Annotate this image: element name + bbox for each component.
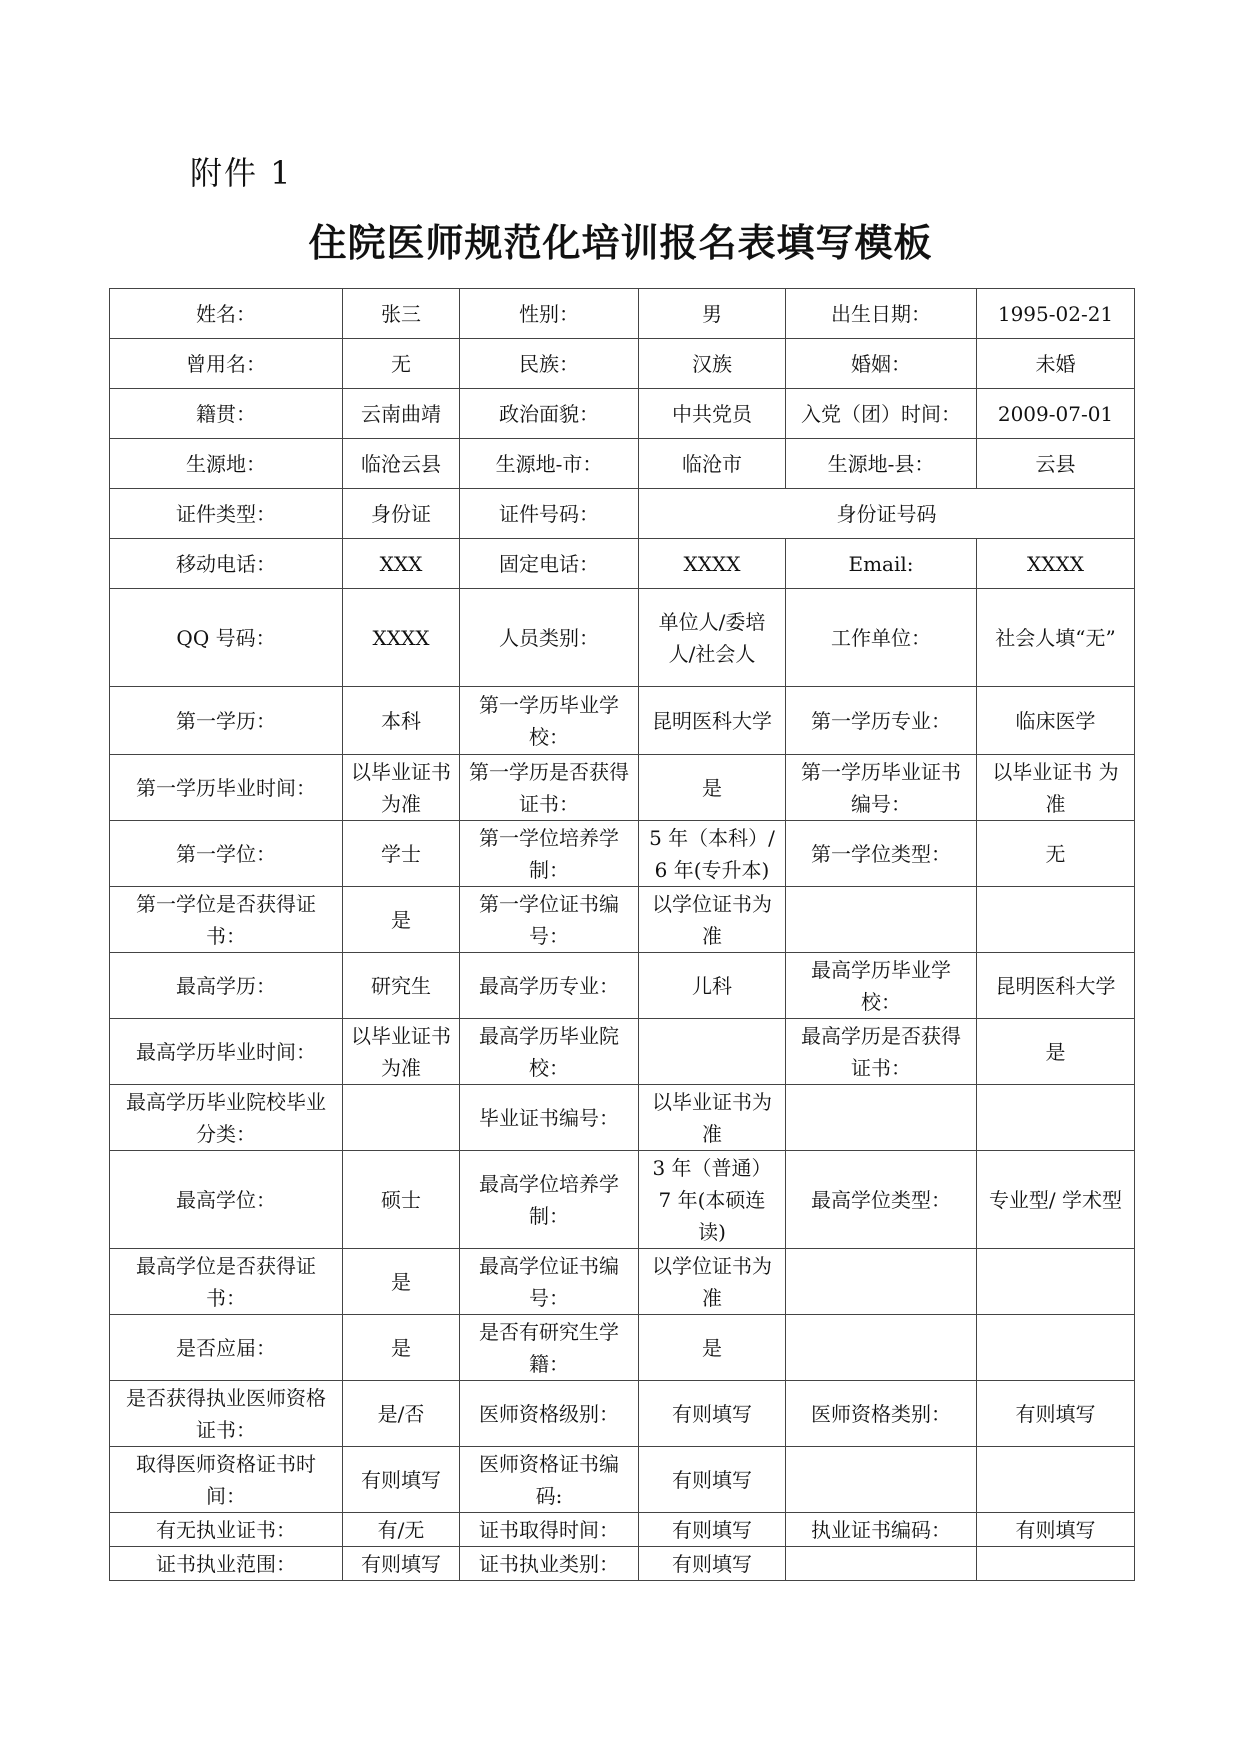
field-value: 有则填写 (343, 1447, 460, 1513)
field-value: 是 (977, 1019, 1135, 1085)
field-label: 证件类型： (110, 489, 343, 539)
form-row (110, 953, 1135, 1019)
field-value: 2009-07-01 (977, 389, 1135, 439)
field-label (786, 1085, 977, 1151)
field-label: 证书执业类别： (460, 1547, 639, 1581)
field-value: 是 (639, 755, 786, 821)
form-body (110, 289, 1135, 1581)
field-value (977, 887, 1135, 953)
field-label: 有无执业证书： (110, 1513, 343, 1547)
field-value: 有则填写 (639, 1381, 786, 1447)
field-value: 男 (639, 289, 786, 339)
form-row (110, 1315, 1135, 1381)
field-value: 是/否 (343, 1381, 460, 1447)
field-value: 有/无 (343, 1513, 460, 1547)
field-label: 婚姻： (786, 339, 977, 389)
field-label: 是否有研究生学籍： (460, 1315, 639, 1381)
field-label: 第一学位是否获得证书： (110, 887, 343, 953)
field-label: 毕业证书编号： (460, 1085, 639, 1151)
field-label: 第一学历毕业证书编号： (786, 755, 977, 821)
form-row (110, 1019, 1135, 1085)
attachment-label: 附件 1 (190, 154, 293, 192)
field-value: 昆明医科大学 (639, 687, 786, 755)
field-label: 籍贯： (110, 389, 343, 439)
field-label: 固定电话： (460, 539, 639, 589)
form-title: 住院医师规范化培训报名表填写模板 (308, 220, 933, 265)
field-value: XXXX (977, 539, 1135, 589)
form-row (110, 1547, 1135, 1581)
field-value: 有则填写 (343, 1547, 460, 1581)
form-row (110, 389, 1135, 439)
field-label: 最高学位培养学制： (460, 1151, 639, 1249)
field-label: 第一学位类型： (786, 821, 977, 887)
field-value: 昆明医科大学 (977, 953, 1135, 1019)
field-value: 学士 (343, 821, 460, 887)
form-row (110, 1085, 1135, 1151)
field-label: 人员类别： (460, 589, 639, 687)
field-label: 第一学位： (110, 821, 343, 887)
field-label: 工作单位： (786, 589, 977, 687)
field-value: 以毕业证书为准 (343, 1019, 460, 1085)
form-row (110, 439, 1135, 489)
field-label: 医师资格类别： (786, 1381, 977, 1447)
field-value: XXXX (639, 539, 786, 589)
field-label: 最高学位证书编号： (460, 1249, 639, 1315)
field-label: 最高学历毕业院校毕业分类： (110, 1085, 343, 1151)
field-value: 以毕业证书为准 (639, 1085, 786, 1151)
field-label: 最高学位： (110, 1151, 343, 1249)
form-row (110, 339, 1135, 389)
field-label: 最高学历是否获得证书： (786, 1019, 977, 1085)
field-label: 第一学历毕业学校： (460, 687, 639, 755)
field-value: 有则填写 (977, 1381, 1135, 1447)
field-label: 证书取得时间： (460, 1513, 639, 1547)
field-label: 最高学位类型： (786, 1151, 977, 1249)
field-value (977, 1315, 1135, 1381)
form-row (110, 1513, 1135, 1547)
field-label: 是否应届： (110, 1315, 343, 1381)
field-label: 第一学历专业： (786, 687, 977, 755)
field-value: 未婚 (977, 339, 1135, 389)
form-row (110, 489, 1135, 539)
field-value: 以毕业证书为准 (343, 755, 460, 821)
field-label: 是否获得执业医师资格证书： (110, 1381, 343, 1447)
field-value: XXX (343, 539, 460, 589)
field-label: 第一学位培养学制： (460, 821, 639, 887)
field-value: 临沧云县 (343, 439, 460, 489)
registration-form-table (109, 288, 1135, 1581)
field-value: 有则填写 (639, 1513, 786, 1547)
form-row (110, 1249, 1135, 1315)
form-row (110, 1447, 1135, 1513)
field-label: 第一学历是否获得证书： (460, 755, 639, 821)
field-value: 是 (343, 887, 460, 953)
field-label: 生源地： (110, 439, 343, 489)
field-label (786, 1315, 977, 1381)
field-label: 最高学历： (110, 953, 343, 1019)
field-value: 1995-02-21 (977, 289, 1135, 339)
field-label (786, 1547, 977, 1581)
field-label: 医师资格证书编码: (460, 1447, 639, 1513)
field-label (786, 1447, 977, 1513)
field-label: 最高学位是否获得证书： (110, 1249, 343, 1315)
field-label: 第一学位证书编号： (460, 887, 639, 953)
form-row (110, 887, 1135, 953)
field-value: 是 (343, 1249, 460, 1315)
field-value: 云县 (977, 439, 1135, 489)
field-value (639, 1019, 786, 1085)
field-value: 云南曲靖 (343, 389, 460, 439)
field-label: 性别： (460, 289, 639, 339)
form-row (110, 821, 1135, 887)
field-value (977, 1085, 1135, 1151)
field-value: 研究生 (343, 953, 460, 1019)
field-value: XXXX (343, 589, 460, 687)
field-value (977, 1249, 1135, 1315)
field-value: 无 (977, 821, 1135, 887)
field-label: 取得医师资格证书时间： (110, 1447, 343, 1513)
field-label: 最高学历毕业院校： (460, 1019, 639, 1085)
field-label: 证书执业范围： (110, 1547, 343, 1581)
field-value: 硕士 (343, 1151, 460, 1249)
field-label (786, 887, 977, 953)
field-value: 儿科 (639, 953, 786, 1019)
field-value: 是 (639, 1315, 786, 1381)
field-value (977, 1547, 1135, 1581)
field-value: 临沧市 (639, 439, 786, 489)
field-label: 证件号码： (460, 489, 639, 539)
field-value: 专业型/ 学术型 (977, 1151, 1135, 1249)
form-row (110, 1151, 1135, 1249)
field-label: 最高学历毕业学校： (786, 953, 977, 1019)
field-value: 身份证 (343, 489, 460, 539)
field-label: QQ 号码： (110, 589, 343, 687)
field-label: 执业证书编码： (786, 1513, 977, 1547)
field-label: 民族： (460, 339, 639, 389)
field-value: 汉族 (639, 339, 786, 389)
field-value: 3 年（普通） 7 年(本硕连读) (639, 1151, 786, 1249)
field-value: 有则填写 (977, 1513, 1135, 1547)
field-value: 以学位证书为准 (639, 1249, 786, 1315)
field-value (977, 1447, 1135, 1513)
field-value: 社会人填“无” (977, 589, 1135, 687)
field-label: 最高学历毕业时间： (110, 1019, 343, 1085)
form-row (110, 755, 1135, 821)
field-value: 中共党员 (639, 389, 786, 439)
field-label: 第一学历毕业时间： (110, 755, 343, 821)
field-label: 入党（团）时间： (786, 389, 977, 439)
field-value: 临床医学 (977, 687, 1135, 755)
field-value: 5 年（本科）/ 6 年(专升本) (639, 821, 786, 887)
field-value: 张三 (343, 289, 460, 339)
form-row (110, 589, 1135, 687)
field-value: 以毕业证书 为准 (977, 755, 1135, 821)
field-value: 有则填写 (639, 1547, 786, 1581)
field-value: 身份证号码 (639, 489, 1135, 539)
field-label: 最高学历专业： (460, 953, 639, 1019)
field-value: 单位人/委培人/社会人 (639, 589, 786, 687)
field-value: 有则填写 (639, 1447, 786, 1513)
form-row (110, 539, 1135, 589)
field-value: 无 (343, 339, 460, 389)
field-label: 移动电话： (110, 539, 343, 589)
field-label: 姓名： (110, 289, 343, 339)
field-value (343, 1085, 460, 1151)
field-label: 政治面貌： (460, 389, 639, 439)
field-label: 出生日期： (786, 289, 977, 339)
field-label: 生源地-市： (460, 439, 639, 489)
form-row (110, 1381, 1135, 1447)
field-label: 第一学历： (110, 687, 343, 755)
field-label (786, 1249, 977, 1315)
field-label: 生源地-县： (786, 439, 977, 489)
field-label: 曾用名： (110, 339, 343, 389)
form-row (110, 289, 1135, 339)
field-label: 医师资格级别： (460, 1381, 639, 1447)
field-value: 是 (343, 1315, 460, 1381)
field-label: Email: (786, 539, 977, 589)
field-value: 以学位证书为准 (639, 887, 786, 953)
field-value: 本科 (343, 687, 460, 755)
form-row (110, 687, 1135, 755)
